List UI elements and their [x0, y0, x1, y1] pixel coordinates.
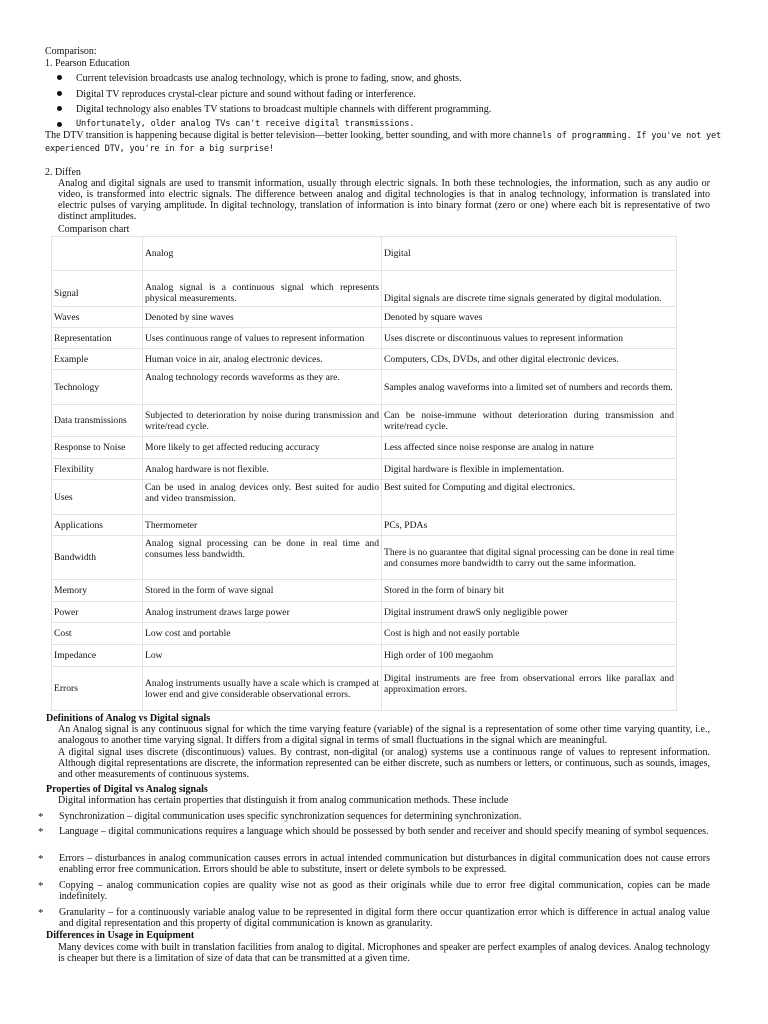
table-cell: Digital hardware is flexible in implementation. [382, 459, 677, 480]
table-cell: Analog instrument draws large power [143, 602, 382, 623]
table-cell: Computers, CDs, DVDs, and other digital electronic devices. [382, 349, 677, 370]
table-cell: Less affected since noise response are analog in nature [382, 437, 677, 459]
comparison-table [51, 236, 677, 711]
table-cell: Analog signal is a continuous signal which represents physical measurements. [143, 271, 382, 307]
table-cell: Samples analog waveforms into a limited set of numbers and records them. [382, 370, 677, 405]
usage-paragraph: Many devices come with built in translation facilities from analog to digital. Microphones and speaker are perfect examples of analog devices. Analog technology is cheaper but there is a limitation of size of data that can be transmitted at a given time. [58, 942, 710, 964]
table-cell: Digital signals are discrete time signals generated by digital modulation. [382, 271, 677, 307]
table-cell: Bandwidth [52, 536, 143, 580]
bullet-item: Unfortunately, older analog TVs can't receive digital transmissions. [76, 119, 415, 129]
table-cell: Uses continuous range of values to represent information [143, 328, 382, 349]
table-cell: Low cost and portable [143, 623, 382, 645]
table-cell: Technology [52, 370, 143, 405]
bullet-item: Current television broadcasts use analog technology, which is prone to fading, snow, and ghosts. [76, 73, 462, 84]
table-row [52, 459, 677, 480]
table-row [52, 271, 677, 307]
usage-title: Differences in Usage in Equipment [46, 930, 195, 941]
table-cell: Waves [52, 307, 143, 328]
table-row [52, 580, 677, 602]
definitions-paragraph-analog: An Analog signal is any continuous signal for which the time varying feature (variable) of the signal is a representation of some other time varying quantity, i.e., analogous to another time varying signal. It differs from a digital signal in terms of small fluctuations in the signal which are meaningful. [58, 724, 710, 746]
table-row [52, 623, 677, 645]
bullet-star-icon: * [38, 907, 44, 919]
table-cell: Low [143, 645, 382, 667]
definitions-title: Definitions of Analog vs Digital signals [46, 713, 211, 724]
table-row [52, 349, 677, 370]
table-cell: Analog instruments usually have a scale which is cramped at lower end and give considerable observational errors. [143, 667, 382, 711]
table-header-cell [52, 237, 143, 271]
table-cell: Subjected to deterioration by noise during transmission and write/read cycle. [143, 405, 382, 437]
bullet-dot-icon [57, 75, 62, 80]
table-cell: Example [52, 349, 143, 370]
table-cell: Errors [52, 667, 143, 711]
table-header-row [52, 237, 677, 271]
property-item: Granularity – for a continuously variable analog value to be represented in digital form there occur quantization error which is difference in actual analog value and digital representation and this property of digital communication is known as granularity. [59, 907, 710, 929]
property-item: Synchronization – digital communication uses specific synchronization sequences for determining synchronization. [59, 811, 522, 822]
dtv-paragraph-line2: experienced DTV, you're in for a big surprise! [45, 144, 274, 154]
table-cell: Digital instruments are free from observational errors like parallax and approximation errors. [382, 667, 677, 711]
table-cell: Data transmissions [52, 405, 143, 437]
table-header-cell: Digital [382, 237, 677, 271]
bullet-star-icon: * [38, 811, 44, 823]
comparison-heading: Comparison: [45, 46, 97, 57]
source-pearson: 1. Pearson Education [45, 58, 130, 69]
table-cell: Response to Noise [52, 437, 143, 459]
dtv-paragraph-line1 [45, 130, 721, 142]
table-cell: Thermometer [143, 515, 382, 536]
table-row [52, 370, 677, 405]
table-cell: Cost [52, 623, 143, 645]
bullet-dot-icon [57, 122, 62, 127]
table-cell: Applications [52, 515, 143, 536]
property-item: Copying – analog communication copies are quality wise not as good as their originals while due to error free digital communication, copies can be made indefinitely. [59, 880, 710, 902]
table-cell: Memory [52, 580, 143, 602]
bullet-star-icon: * [38, 826, 44, 838]
definitions-paragraph-digital: A digital signal uses discrete (discontinuous) values. By contrast, non-digital (or analog) systems use a continuous range of values to represent information. Although digital representations are discrete, the information represented can be either discrete, such as numbers or letters, or continuous, such as sounds, images, and other measurements of continuous systems. [58, 747, 710, 780]
bullet-star-icon: * [38, 880, 44, 892]
table-cell: Cost is high and not easily portable [382, 623, 677, 645]
table-cell: Signal [52, 271, 143, 307]
table-row [52, 667, 677, 711]
table-header-cell: Analog [143, 237, 382, 271]
table-cell: Analog signal processing can be done in real time and consumes less bandwidth. [143, 536, 382, 580]
properties-intro: Digital information has certain properties that distinguish it from analog communication methods. These include [58, 795, 509, 806]
table-cell: Power [52, 602, 143, 623]
bullet-dot-icon [57, 91, 62, 96]
table-row [52, 405, 677, 437]
properties-title: Properties of Digital vs Analog signals [46, 784, 208, 795]
table-row [52, 328, 677, 349]
table-cell: Best suited for Computing and digital electronics. [382, 480, 677, 515]
table-cell: PCs, PDAs [382, 515, 677, 536]
source-diffen: 2. Diffen [45, 167, 81, 178]
table-row [52, 480, 677, 515]
bullet-item: Digital technology also enables TV stations to broadcast multiple channels with different programming. [76, 104, 492, 115]
table-cell: Uses [52, 480, 143, 515]
table-cell: Uses discrete or discontinuous values to represent information [382, 328, 677, 349]
dtv-text-serif: The DTV transition is happening because digital is better television—better looking, better sounding, and with more chan [45, 130, 532, 141]
property-item: Errors – disturbances in analog communication causes errors in actual intended communication but disturbances in digital communication does not cause errors enabling error free communication. Errors should be able to substitute, insert or delete symbols to be expressed. [59, 853, 710, 875]
bullet-star-icon: * [38, 853, 44, 865]
table-cell: Stored in the form of binary bit [382, 580, 677, 602]
property-item: Language – digital communications requires a language which should be possessed by both sender and receiver and should specify meaning of symbol sequences. [59, 826, 709, 837]
comparison-chart-caption: Comparison chart [58, 224, 130, 235]
table-cell: Flexibility [52, 459, 143, 480]
table-cell: Can be noise-immune without deterioration during transmission and write/read cycle. [382, 405, 677, 437]
table-cell: Stored in the form of wave signal [143, 580, 382, 602]
table-cell: Human voice in air, analog electronic devices. [143, 349, 382, 370]
table-row [52, 536, 677, 580]
dtv-text-mono: nels of programming. If you've not yet [531, 131, 721, 141]
bullet-dot-icon [57, 106, 62, 111]
table-row [52, 437, 677, 459]
table-row [52, 307, 677, 328]
table-cell: Impedance [52, 645, 143, 667]
table-row [52, 515, 677, 536]
table-cell: Analog hardware is not flexible. [143, 459, 382, 480]
table-row [52, 645, 677, 667]
table-cell: Representation [52, 328, 143, 349]
table-cell: Denoted by square waves [382, 307, 677, 328]
bullet-item: Digital TV reproduces crystal-clear picture and sound without fading or interference. [76, 89, 416, 100]
table-cell: There is no guarantee that digital signal processing can be done in real time and consumes more bandwidth to carry out the same information. [382, 536, 677, 580]
table-cell: Can be used in analog devices only. Best suited for audio and video transmission. [143, 480, 382, 515]
table-cell: Digital instrument drawS only negligible power [382, 602, 677, 623]
intro-paragraph: Analog and digital signals are used to transmit information, usually through electric signals. In both these technologies, the information, such as any audio or video, is transformed into electric signals. The difference between analog and digital technologies is that in analog technology, information is translated into electric pulses of varying amplitude. In digital technology, translation of information is into binary format (zero or one) where each bit is representative of two distinct amplitudes. [58, 178, 710, 222]
table-cell: Denoted by sine waves [143, 307, 382, 328]
table-cell: High order of 100 megaohm [382, 645, 677, 667]
table-cell: More likely to get affected reducing accuracy [143, 437, 382, 459]
table-row [52, 602, 677, 623]
table-cell: Analog technology records waveforms as they are. [143, 370, 382, 405]
